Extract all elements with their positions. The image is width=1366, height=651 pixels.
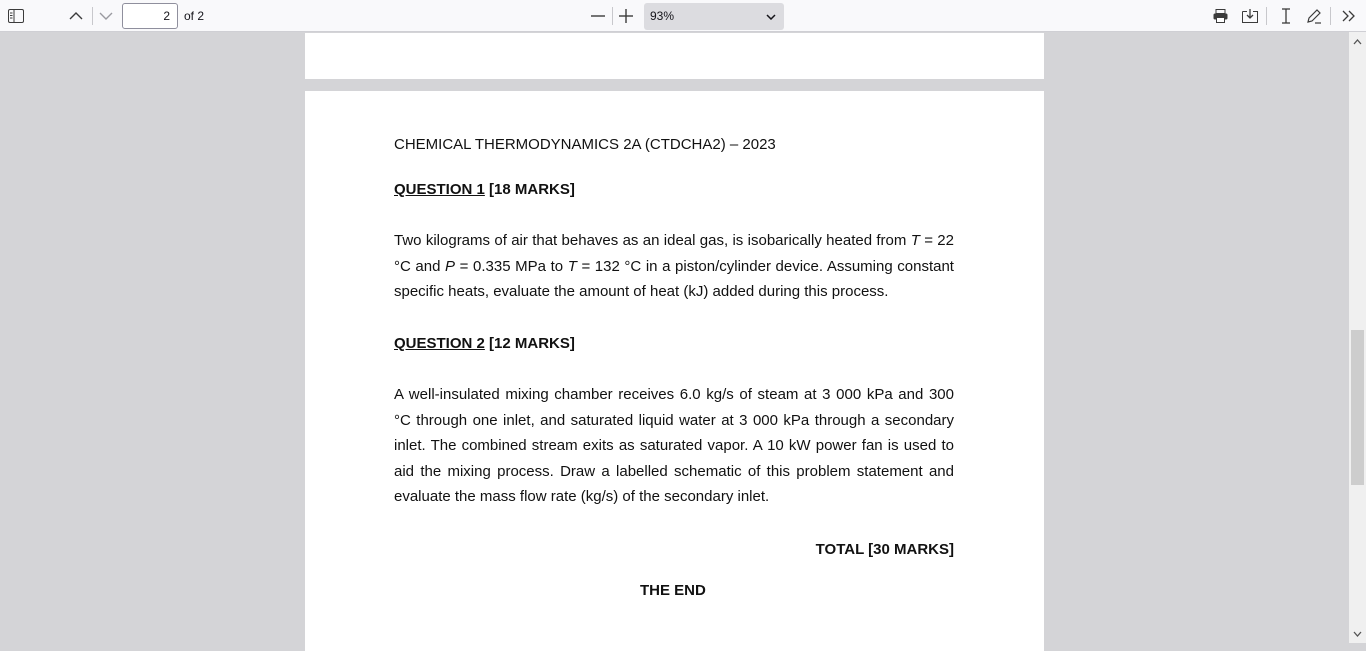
scrollbar-thumb[interactable]	[1351, 330, 1364, 485]
zoom-value: 93%	[650, 9, 675, 23]
zoom-out-button[interactable]	[586, 4, 610, 28]
zoom-in-button[interactable]	[614, 4, 638, 28]
minus-icon	[591, 15, 605, 17]
question-1-title: QUESTION 1	[394, 181, 485, 198]
plus-icon	[619, 9, 633, 23]
q1-text-part: = 132 °C in a piston/cylinder device. Assuming constant specific heats, evaluate the amount of heat (kJ) added during this process.	[394, 257, 954, 301]
question-2-title: QUESTION 2	[394, 335, 485, 352]
next-page-button[interactable]	[94, 4, 118, 28]
previous-page-button[interactable]	[64, 4, 88, 28]
zoom-select[interactable]	[644, 3, 784, 30]
question-2-marks: [12 MARKS]	[489, 335, 575, 352]
total-marks: TOTAL [30 MARKS]	[815, 541, 954, 558]
q1-text-part: = 0.335 MPa to	[455, 257, 568, 275]
the-end: THE END	[640, 582, 706, 599]
question-2-body: A well-insulated mixing chamber receives 6.0 kg/s of steam at 3 000 kPa and 300 °C through one inlet, and saturated liquid water at 3 000 kPa through a secondary inlet. The combined stream exits as saturated vapor. A 10 kW power fan is used to aid the mixing process. Draw a labelled schematic of this problem statement and evaluate the mass flow rate (kg/s) of the secondary inlet.	[394, 386, 954, 506]
download-icon	[1242, 9, 1258, 23]
pen-icon	[1306, 8, 1322, 24]
scroll-up-icon[interactable]	[1352, 36, 1363, 47]
vertical-scrollbar[interactable]	[1349, 32, 1366, 643]
q1-variable: T	[567, 257, 577, 275]
text-cursor-icon	[1281, 8, 1291, 24]
text-tool-button[interactable]	[1274, 4, 1298, 28]
question-1-body	[394, 228, 954, 305]
page-count-label: of 2	[184, 9, 205, 23]
q1-text-part: Two kilograms of air that behaves as an ideal gas, is isobarically heated from	[394, 232, 911, 249]
chevron-down-icon	[766, 3, 776, 30]
q1-text-part: = 22 °C and	[394, 232, 954, 275]
scroll-down-icon[interactable]	[1352, 628, 1363, 639]
question-2-heading	[394, 335, 575, 352]
print-button[interactable]	[1208, 4, 1232, 28]
chevron-down-icon	[99, 12, 113, 20]
draw-tool-button[interactable]	[1302, 4, 1326, 28]
q1-variable: T	[910, 232, 920, 249]
pdf-toolbar	[0, 0, 1366, 32]
pdf-page	[305, 91, 1044, 651]
q1-variable: P	[445, 257, 456, 275]
chevron-up-icon	[69, 12, 83, 20]
print-icon	[1213, 9, 1228, 23]
question-1-heading	[394, 181, 575, 198]
question-1-marks: [18 MARKS]	[489, 181, 575, 198]
more-tools-button[interactable]	[1337, 4, 1361, 28]
page-number-input[interactable]: 2	[122, 3, 178, 29]
document-header: CHEMICAL THERMODYNAMICS 2A (CTDCHA2) – 2023	[394, 136, 776, 153]
double-chevron-right-icon	[1342, 10, 1356, 22]
previous-page	[305, 33, 1044, 79]
sidebar-toggle-icon[interactable]	[4, 4, 28, 28]
save-button[interactable]	[1238, 4, 1262, 28]
